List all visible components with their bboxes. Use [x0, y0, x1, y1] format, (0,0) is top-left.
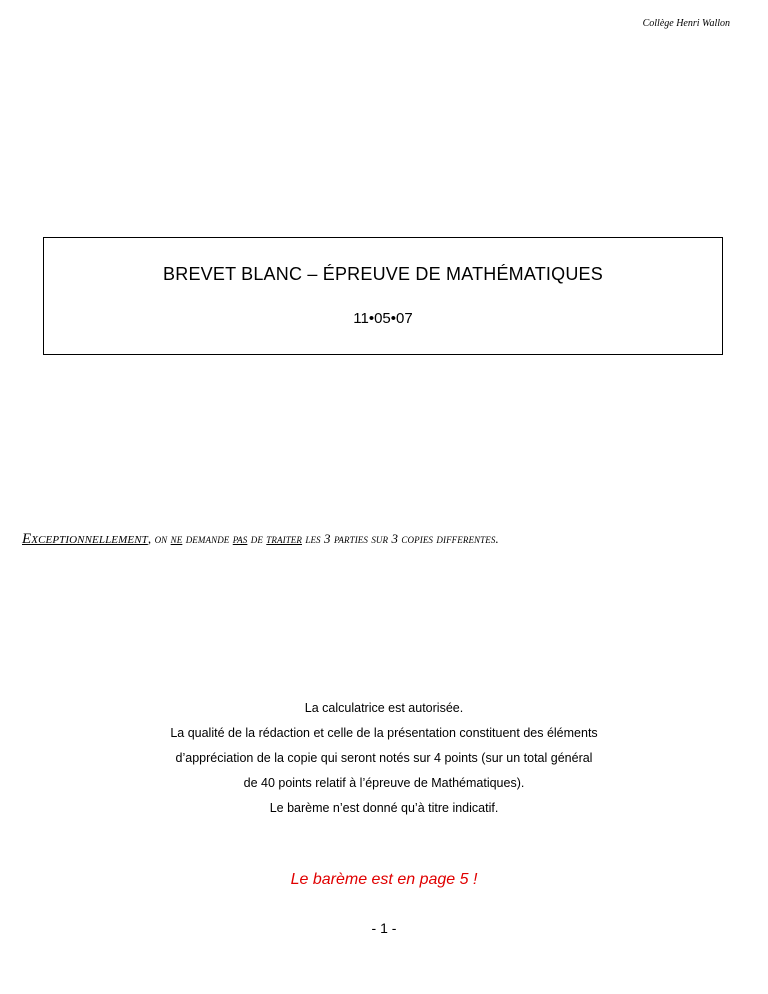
instruction-line: La calculatrice est autorisée.: [304, 701, 464, 715]
bareme-note: Le barème est en page 5 !: [290, 871, 478, 888]
notice-part-rest: les 3 parties sur 3 copies differentes.: [302, 531, 499, 546]
notice-part-exceptionnellement: Exceptionnellement: [22, 531, 148, 547]
exam-title: BREVET BLANC – ÉPREUVE DE MATHÉMATIQUES: [163, 264, 603, 284]
notice-text: [22, 531, 752, 548]
instructions-block: [0, 696, 768, 821]
exam-date: 11•05•07: [353, 310, 413, 327]
notice-part-de: de: [247, 531, 267, 546]
instruction-line: La qualité de la rédaction et celle de la présentation constituent des éléments: [170, 726, 598, 740]
instruction-line: d’appréciation de la copie qui seront notés sur 4 points (sur un total général: [175, 751, 593, 765]
notice-part-demande: demande: [182, 531, 233, 546]
page-number: - 1 -: [371, 920, 397, 936]
notice-part-ne: ne: [170, 531, 183, 546]
notice-part-traiter: traiter: [266, 531, 302, 546]
notice-part-pas: pas: [232, 531, 248, 546]
school-header: Collège Henri Wallon: [642, 18, 730, 29]
instruction-line: de 40 points relatif à l’épreuve de Mathématiques).: [243, 776, 525, 790]
instruction-line: Le barème n’est donné qu’à titre indicatif.: [269, 801, 499, 815]
title-box: [43, 237, 723, 355]
notice-part-on: , on: [147, 531, 171, 546]
